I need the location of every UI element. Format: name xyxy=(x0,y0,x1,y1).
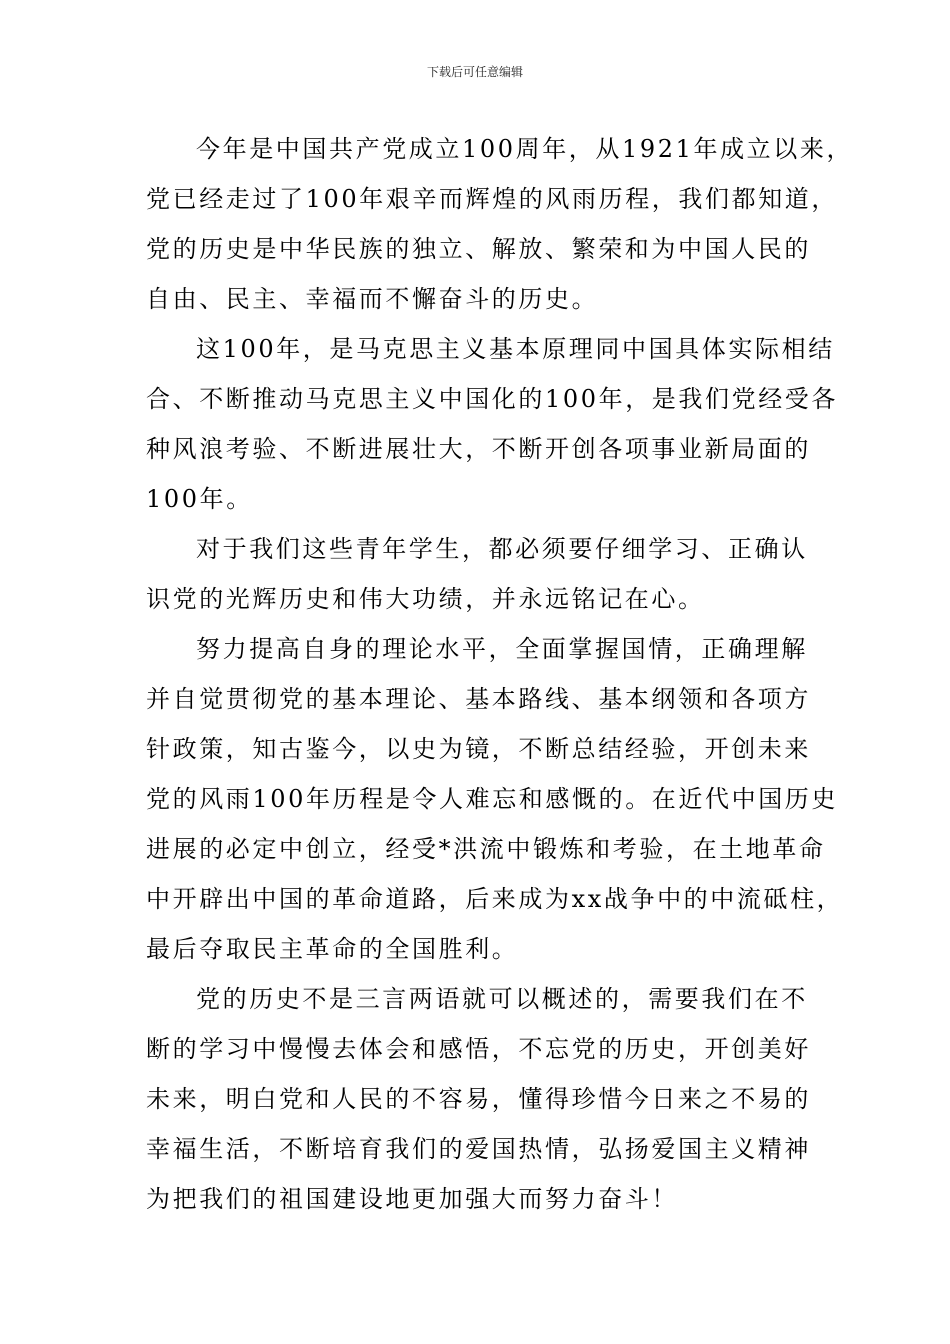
text-line: 针政策，知古鉴今，以史为镜，不断总结经验，开创未来 xyxy=(146,735,811,763)
text-line: 并自觉贯彻党的基本理论、基本路线、基本纲领和各项方 xyxy=(146,685,811,713)
text-line: 合、不断推动马克思主义中国化的100年，是我们党经受各 xyxy=(146,385,839,413)
text-line: 识党的光辉历史和伟大功绩，并永远铭记在心。 xyxy=(146,585,705,613)
text-line: 进展的必定中创立，经受*洪流中锻炼和考验，在土地革命 xyxy=(146,835,826,863)
text-line: 断的学习中慢慢去体会和感悟，不忘党的历史，开创美好 xyxy=(146,1035,811,1063)
paragraph-2 xyxy=(146,324,839,524)
text-line: 幸福生活，不断培育我们的爱国热情，弘扬爱国主义精神 xyxy=(146,1135,811,1163)
paragraph-1 xyxy=(146,124,854,324)
text-line: 为把我们的祖国建设地更加强大而努力奋斗！ xyxy=(146,1185,678,1213)
text-line: 100年。 xyxy=(146,485,253,513)
text-line: 对于我们这些青年学生，都必须要仔细学习、正确认 xyxy=(196,535,808,563)
text-line: 中开辟出中国的革命道路，后来成为xx战争中的中流砥柱， xyxy=(146,885,844,913)
paragraph-3 xyxy=(146,524,836,624)
text-line: 自由、民主、幸福而不懈奋斗的历史。 xyxy=(146,285,599,313)
text-line: 今年是中国共产党成立100周年，从1921年成立以来， xyxy=(196,135,854,163)
document-body xyxy=(146,124,854,1224)
page-header: 下载后可任意编辑 xyxy=(426,65,523,79)
text-line: 党的历史不是三言两语就可以概述的，需要我们在不 xyxy=(196,985,808,1013)
paragraph-4 xyxy=(146,624,844,974)
text-line: 党的风雨100年历程是令人难忘和感慨的。在近代中国历史 xyxy=(146,785,839,813)
text-line: 努力提高自身的理论水平，全面掌握国情，正确理解 xyxy=(196,635,808,663)
text-line: 种风浪考验、不断进展壮大，不断开创各项事业新局面的 xyxy=(146,435,811,463)
text-line: 最后夺取民主革命的全国胜利。 xyxy=(146,935,519,963)
text-line: 党的历史是中华民族的独立、解放、繁荣和为中国人民的 xyxy=(146,235,811,263)
text-line: 党已经走过了100年艰辛而辉煌的风雨历程，我们都知道， xyxy=(146,185,839,213)
paragraph-5 xyxy=(146,974,836,1224)
text-line: 未来，明白党和人民的不容易，懂得珍惜今日来之不易的 xyxy=(146,1085,811,1113)
text-line: 这100年，是马克思主义基本原理同中国具体实际相结 xyxy=(196,335,835,363)
